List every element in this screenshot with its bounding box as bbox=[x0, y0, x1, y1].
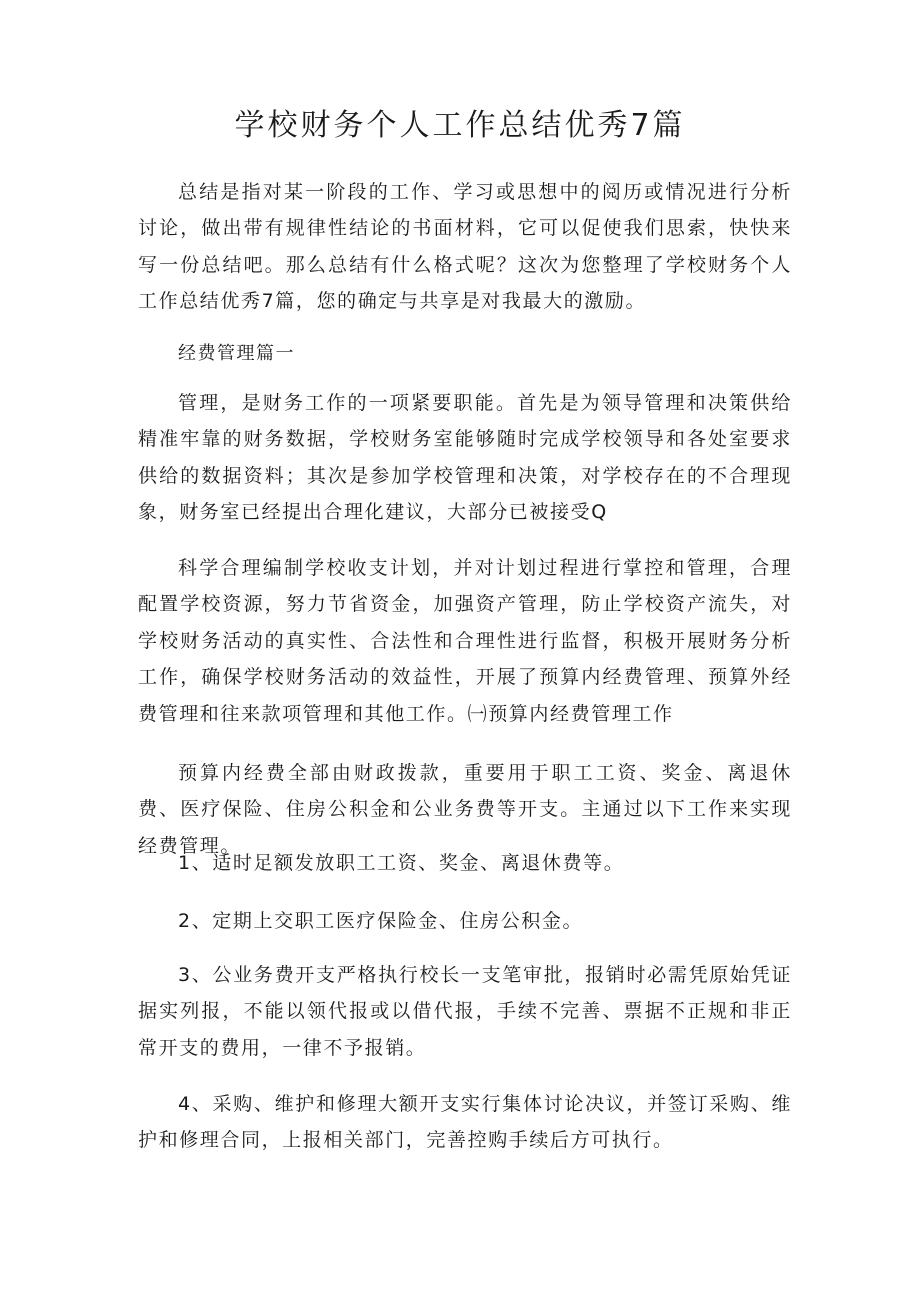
list-item: 4、采购、维护和修理大额开支实行集体讨论决议，并签订采购、维护和修理合同，上报相关部门，完善控购手续后方可执行。 bbox=[138, 1093, 792, 1152]
list-item: 3、公业务费开支严格执行校长一支笔审批，报销时必需凭原始凭证据实列报，不能以领代报或以借代报，手续不完善、票据不正规和非正常开支的费用，一律不予报销。 bbox=[138, 964, 792, 1059]
intro-paragraph: 总结是指对某一阶段的工作、学习或思想中的阅历或情况进行分析讨论，做出带有规律性结论的书面材料，它可以促使我们思索，快快来写一份总结吧。那么总结有什么格式呢？这次为您整理了学校财务个人工作总结优秀7篇，您的确定与共享是对我最大的激励。 bbox=[138, 181, 792, 313]
list-item: 2、定期上交职工医疗保险金、住房公积金。 bbox=[178, 910, 584, 932]
body-paragraph: 科学合理编制学校收支计划，并对计划过程进行掌控和管理，合理配置学校资源，努力节省资金，加强资产管理，防止学校资产流失，对学校财务活动的真实性、合法性和合理性进行监督，积极开展财务分析工作，确保学校财务活动的效益性，开展了预算内经费管理、预算外经费管理和往来款项管理和其他工作。㈠预算内经费管理工作 bbox=[138, 557, 792, 725]
section-heading: 经费管理篇一 bbox=[178, 343, 295, 364]
list-item: 1、适时足额发放职工工资、奖金、离退休费等。 bbox=[178, 852, 625, 874]
document-title: 学校财务个人工作总结优秀7篇 bbox=[234, 108, 686, 143]
body-paragraph: 管理，是财务工作的一项紧要职能。首先是为领导管理和决策供给精准牢靠的财务数据，学校财务室能够随时完成学校领导和各处室要求供给的数据资料；其次是参加学校管理和决策，对学校存在的不合理现象，财务室已经提出合理化建议，大部分已被接受Q bbox=[138, 392, 792, 524]
body-paragraph: 预算内经费全部由财政拨款，重要用于职工工资、奖金、离退休费、医疗保险、住房公积金和公业务费等开支。主通过以下工作来实现经费管理。 bbox=[138, 762, 792, 857]
